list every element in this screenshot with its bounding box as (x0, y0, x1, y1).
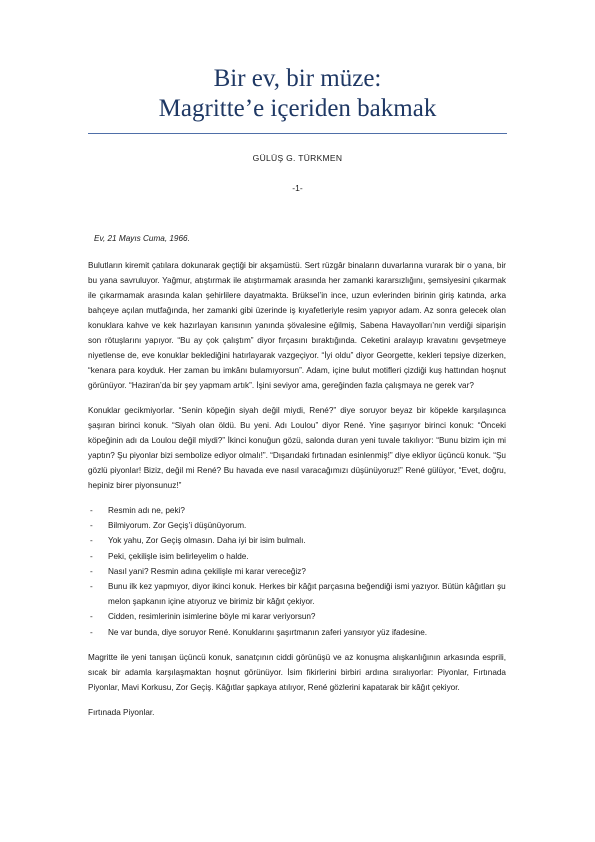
paragraph-1: Bulutların kiremit çatılara dokunarak geçtiği bir akşamüstü. Sert rüzgâr binaların duvarlarına vurarak bir o yana, bir bu yana savruluyor. Yağmur, atıştırmak ile atıştırmamak arasında her zamanki kararsızlığını, şemsiyesini çıkarmak ile çıkarmamak arasında kalan şehirlilere dayatmakta. Brüksel’in ince, uzun evlerinden birinin giriş katında, arka bahçeye açılan mutfağında, her zamanki gibi üzerinde iş kıyafetleriyle resim yapıyor adam. Az sonra gelecek olan konuklara kahve ve kek hazırlayan karısının yanında şövalesine eğilmiş, Sabena Havayolları’nın verdiği siparişin son rötuşlarını yapıyor. “Bu ay çok çalıştım” diyor fırçasını bıraktığında. Ceketini aralayıp kravatını gevşetmeye niyetlense de, eve konuklar beklediğini hatırlayarak vazgeçiyor. “İyi oldu” diyor Georgette, kekleri tepsiye dizerken, “kenara para koyduk. Her zaman bu imkânı bulamıyorsun”. Adam, içine bulut motifleri çizdiği kuş hattından hoşnut görünüyor. “Haziran’da bir şey yapmam artık”. İşini seviyor ama, gereğinden fazla çalışmaya ne gerek var? (88, 261, 506, 390)
dialogue-text: Yok yahu, Zor Geçiş olmasın. Daha iyi bir isim bulmalı. (108, 536, 306, 546)
dash-marker: - (90, 536, 93, 546)
dialogue-text: Bilmiyorum. Zor Geçiş’i düşünüyorum. (108, 521, 247, 531)
dialogue-item (88, 503, 506, 518)
dialogue-text: Bunu ilk kez yapmıyor, diyor ikinci konuk. Herkes bir kâğıt parçasına beğendiği ismi yazıyor. Bütün kâğıtları şu melon şapkanın içine atıyoruz ve birimiz bir kâğıt çekiyor. (108, 582, 506, 607)
dash-marker: - (90, 582, 93, 592)
author-name: GÜLÜŞ G. TÜRKMEN (252, 153, 343, 163)
final-line: Fırtınada Piyonlar. (88, 707, 155, 717)
dialogue-text: Peki, çekilişle isim belirleyelim o halde. (108, 551, 249, 561)
title-line-1: Bir ev, bir müze: (213, 65, 382, 92)
dialogue-text: Ne var bunda, diye soruyor René. Konuklarını şaşırtmanın zaferi yansıyor yüz ifadesine. (108, 627, 428, 637)
title-block (0, 64, 595, 124)
dialogue-text: Nasıl yani? Resmin adına çekilişle mi karar vereceğiz? (108, 566, 306, 576)
page-number: -1- (292, 183, 303, 193)
dialogue-text: Resmin adı ne, peki? (108, 506, 185, 515)
dash-marker: - (90, 566, 93, 576)
dash-marker: - (90, 521, 93, 531)
dialogue-item (88, 533, 506, 548)
dialogue-item (88, 549, 506, 564)
dateline: Ev, 21 Mayıs Cuma, 1966. (94, 234, 190, 243)
dash-marker: - (90, 506, 93, 515)
dialogue-item (88, 579, 506, 609)
dialogue-item (88, 564, 506, 579)
title-divider (88, 133, 507, 134)
closing-paragraph: Magritte ile yeni tanışan üçüncü konuk, sanatçının ciddi görünüşü ve az konuşma alışkanlığının arkasında esprili, sıcak bir adamla karşılaşmaktan hoşnut görünüyor. İsim fikirlerini birbiri ardına sıralıyorlar: Piyonlar, Fırtınada Piyonlar, Mavi Korkusu, Zor Geçiş. Kâğıtlar şapkaya atılıyor, René gözlerini kapatarak bir kâğıt çekiyor. (88, 652, 506, 692)
dialogue-text: Cidden, resimlerinin isimlerine böyle mi karar veriyorsun? (108, 612, 316, 622)
title-line-2: Magritte’e içeriden bakmak (158, 95, 437, 122)
dash-marker: - (90, 612, 93, 622)
dialogue-item (88, 625, 506, 640)
body-text (88, 231, 506, 730)
dash-marker: - (90, 551, 93, 561)
dialogue-item (88, 518, 506, 533)
dash-marker: - (90, 627, 93, 637)
paragraph-2: Konuklar gecikmiyorlar. “Senin köpeğin siyah değil miydi, René?” diye soruyor beyaz bir köpekle karşılaşınca şaşıran birinci konuk. “Siyah olan öldü. Bu yeni. Adı Loulou” diyor René. Yine şaşırıyor birinci konuk: “Önceki köpeğinin adı da Loulou değil miydi?” İkinci konuğun gözü, salonda duran yeni tuvale takılıyor: “Bunu bizim için mi yaptın? Şu piyonlar bizi sembolize ediyor olmalı!”. “Dışarıdaki fırtınadan esinlenmiş!” diye ekliyor üçüncü konuk. “Şu gözlü piyonlar! Biziz, değil mi René? Bu havada eve nasıl varacağımızı düşünüyoruz!” René gülüyor, “Evet, doğru, hepiniz birer piyonsunuz!” (88, 406, 506, 490)
dialogue-list (88, 503, 506, 640)
dialogue-item (88, 609, 506, 624)
